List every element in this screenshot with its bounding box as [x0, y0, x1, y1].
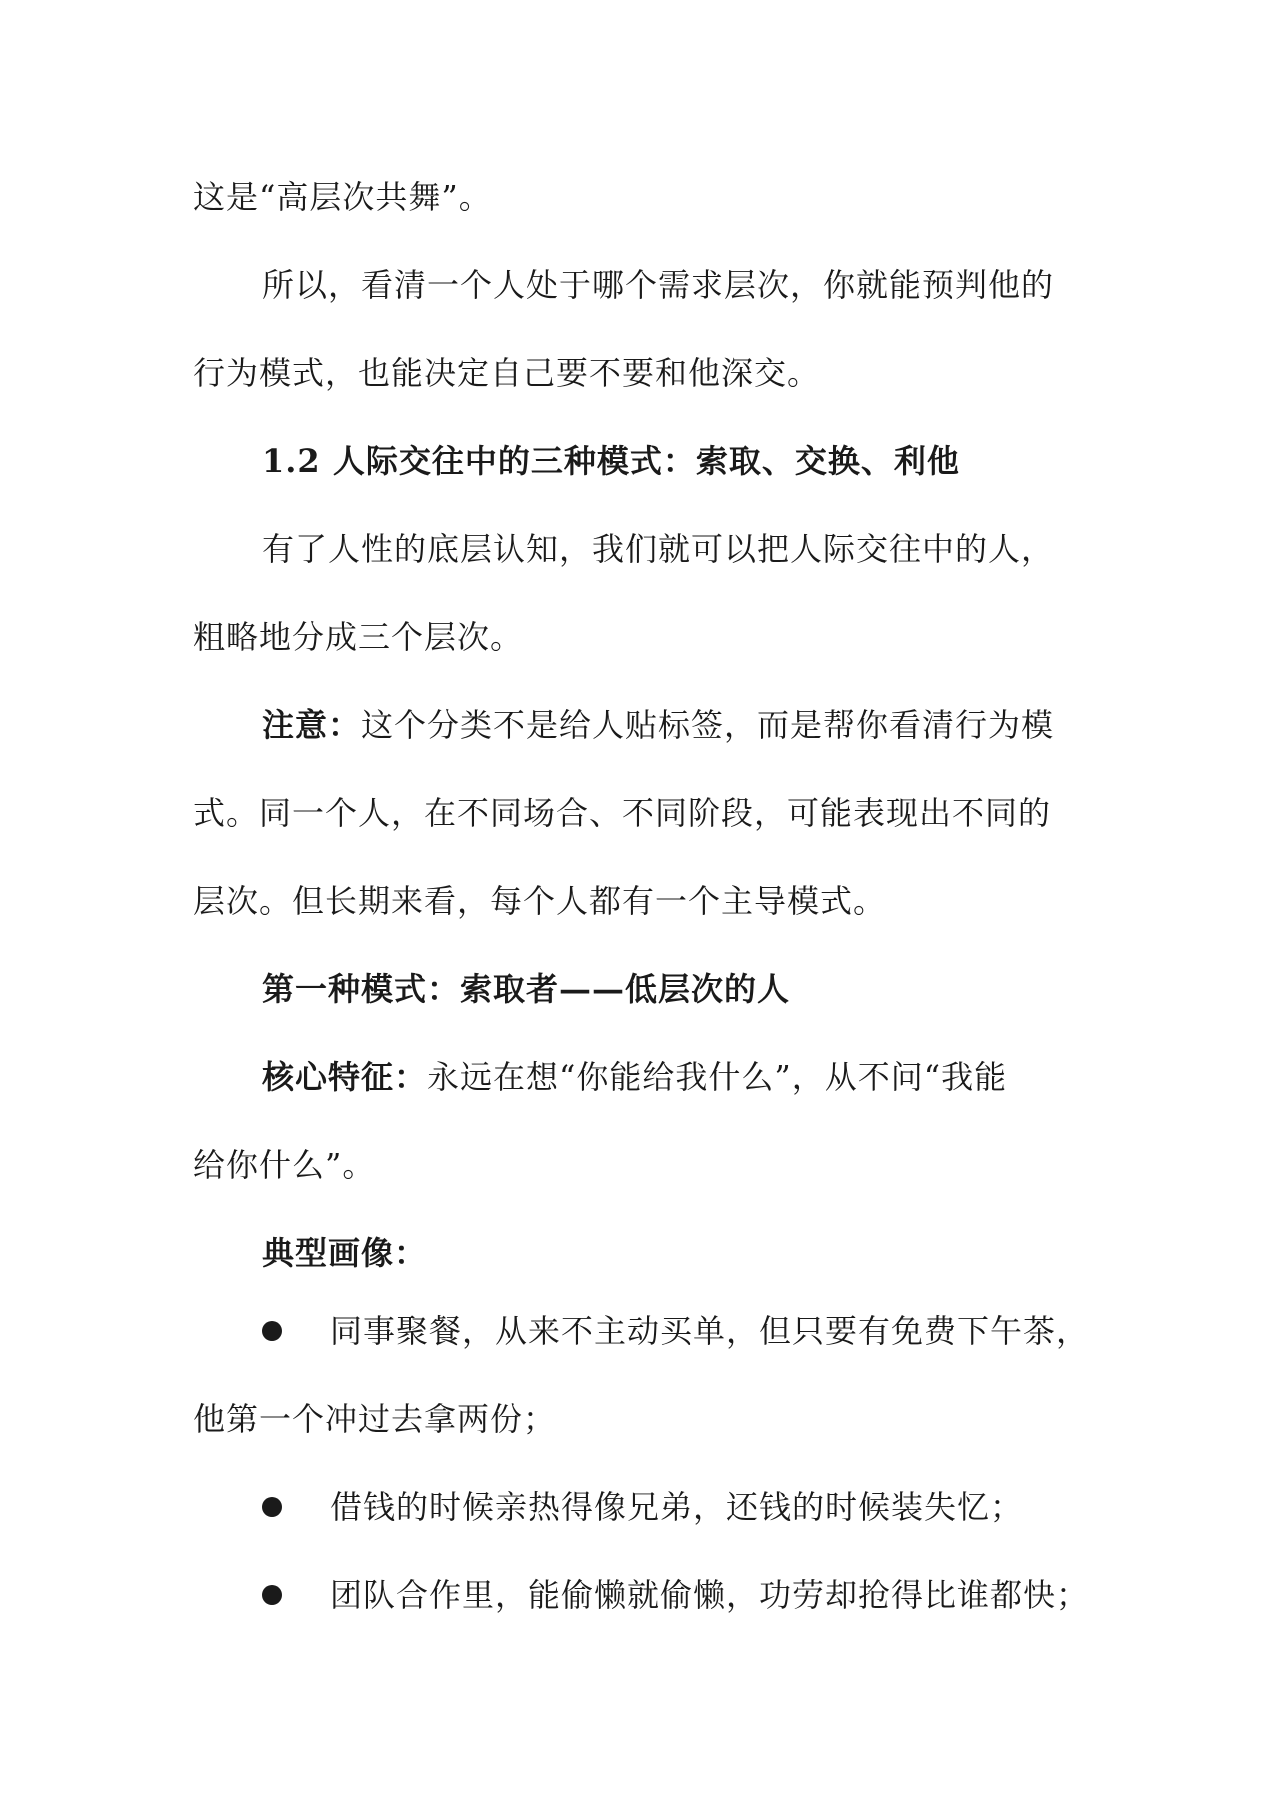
paragraph-line: 层次。但长期来看，每个人都有一个主导模式。 — [193, 882, 887, 920]
paragraph-line: 行为模式，也能决定自己要不要和他深交。 — [193, 354, 821, 392]
core-label: 核心特征： — [262, 1058, 428, 1096]
list-item: 同事聚餐，从来不主动买单，但只要有免费下午茶， — [330, 1312, 1090, 1350]
profile-heading: 典型画像： — [262, 1234, 428, 1272]
bullet-icon — [262, 1585, 282, 1605]
list-item: 借钱的时候亲热得像兄弟，还钱的时候装失忆； — [330, 1488, 1024, 1526]
paragraph-line: 粗略地分成三个层次。 — [193, 618, 524, 656]
core-text: 永远在想“你能给我什么”，从不问“我能 — [427, 1058, 1008, 1096]
paragraph-line: 这是“高层次共舞”。 — [193, 178, 492, 216]
paragraph-line: 有了人性的底层认知，我们就可以把人际交往中的人， — [262, 530, 1055, 568]
note-line — [262, 705, 1083, 745]
note-label: 注意： — [262, 706, 362, 744]
paragraph-line: 所以，看清一个人处于哪个需求层次，你就能预判他的 — [262, 266, 1055, 304]
bullet-icon — [262, 1497, 282, 1517]
paragraph-line: 式。同一个人，在不同场合、不同阶段，可能表现出不同的 — [193, 794, 1052, 832]
list-item: 团队合作里，能偷懒就偷懒，功劳却抢得比谁都快； — [330, 1576, 1090, 1614]
section-heading: 1.2 人际交往中的三种模式：索取、交换、利他 — [262, 442, 960, 480]
paragraph-line: 给你什么”。 — [193, 1146, 376, 1184]
mode-heading: 第一种模式：索取者——低层次的人 — [262, 970, 791, 1008]
core-feature-line — [262, 1057, 1083, 1097]
note-text: 这个分类不是给人贴标签，而是帮你看清行为模 — [361, 706, 1055, 744]
bullet-icon — [262, 1321, 282, 1341]
list-item-continuation: 他第一个冲过去拿两份； — [193, 1400, 557, 1438]
